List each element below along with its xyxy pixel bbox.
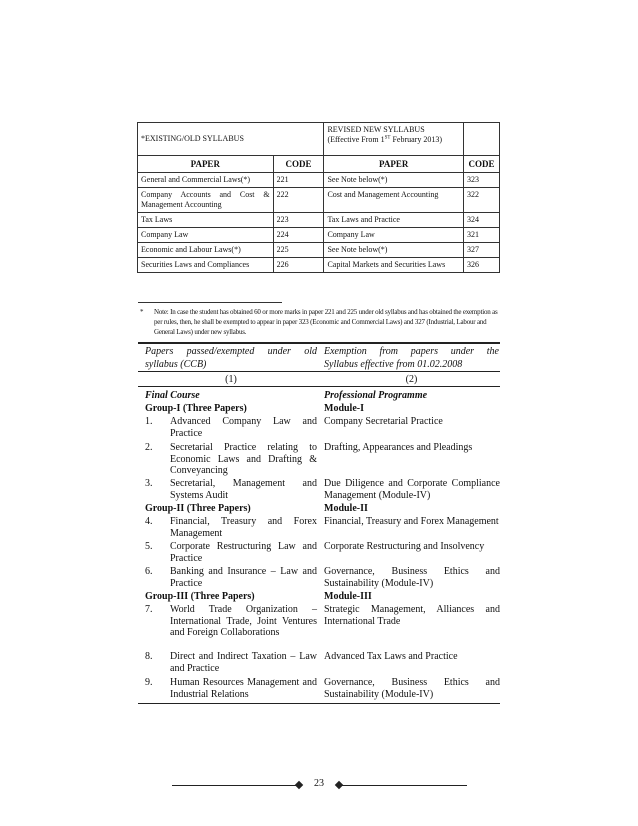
table-row: Company Accounts and Cost & Management Accounting 222 Cost and Management Accounting 322 <box>138 188 500 213</box>
header-old-syllabus: Papers passed/exempted under old syllabus (CCB) <box>145 346 317 370</box>
table-row: Economic and Labour Laws(*) 225 See Note below(*) 327 <box>138 243 500 258</box>
document-page: *EXISTING/OLD SYLLABUS REVISED NEW SYLLABUS (Effective From 1ST February 2013) PAPER CODE PAPER CODE General and Commercial Laws(*) 221 See Note below(*) 323 Company Accounts and Cost & Management Accounting 222 Cost and Management Accounting 322 Tax Laws 223 Tax Laws and Practice 324 Company Law 224 Company Law 321 Economic and Labour Laws(*) 225 See Note below(*) 327 Securities Laws and Compliances 226 Capital Markets and Securities Laws 326 * Note: In case the student has obtained 60 or more marks in paper 221 and 225 under old syllabus and has obtained the exemption as per rules, then, he shall be exempted to appear in paper 323 (Economic and Commercial Laws) and 327 (Industrial, Labour and General Laws) under new syllabus. Papers passed/exempted under old syllabus (CCB) Exemption from papers under the Syllabus effective from 01.02.2008 (1) (2) Final Course Professional Programme Group-I (Three Papers) Module-I 1. Advanced Company Law and Practice Company Secretarial Practice 2. Secretarial Practice relating to Economic Laws and Drafting & Conveyancing Drafting, Appearances and Pleadings 3. Secretarial, Management and Systems Audit Due Diligence and Corporate Compliance Management (Module-IV) Group-II (Three Papers) Module-II 4. Financial, Treasury and Forex Management Financial, Treasury and Forex Management 5. Corporate Restructuring Law and Practice Corporate Restructuring and Insolvency 6. Banking and Insurance – Law and Practice Governance, Business Ethics and Sustainability (Module-IV) Group-III (Three Papers) Module-III 7. World Trade Organization – International Trade, Joint Ventures and Foreign Collaborations Strategic Management, Alliances and International Trade 8. Direct and Indirect Taxation – Law and Practice Advanced Tax Laws and Practice 9. Human Resources Management and Industrial Relations Governance, Business Ethics and Sustainability (Module-IV) 23 <box>0 0 638 826</box>
module-title: Module-II <box>324 503 368 514</box>
header-exemption: Exemption from papers under the Syllabus effective from 01.02.2008 <box>324 346 499 370</box>
diamond-ornament-icon <box>295 781 303 789</box>
syllabus-mapping-table <box>137 122 500 273</box>
column-header: CODE <box>273 156 324 173</box>
column-number-rule <box>138 386 500 387</box>
table-row: Securities Laws and Compliances 226 Capital Markets and Securities Laws 326 <box>138 258 500 273</box>
group-title: Group-I (Three Papers) <box>145 403 247 414</box>
table-header-row <box>138 123 500 156</box>
table-top-rule <box>138 342 500 344</box>
footnote-marker: * <box>140 308 144 316</box>
old-syllabus-title: *EXISTING/OLD SYLLABUS <box>141 134 244 143</box>
professional-programme-label: Professional Programme <box>324 390 428 401</box>
group-title: Group-III (Three Papers) <box>145 591 255 602</box>
new-syllabus-title: REVISED NEW SYLLABUS (Effective From 1ST February 2013) <box>324 123 464 156</box>
table-row: General and Commercial Laws(*) 221 See Note below(*) 323 <box>138 173 500 188</box>
column-header: PAPER <box>138 156 274 173</box>
header-rule <box>138 371 500 372</box>
column-header: PAPER <box>324 156 464 173</box>
footer-line-right <box>341 785 467 786</box>
table-row: Tax Laws 223 Tax Laws and Practice 324 <box>138 213 500 228</box>
final-course-label: Final Course <box>145 390 200 401</box>
table-row: Company Law 224 Company Law 321 <box>138 228 500 243</box>
module-title: Module-III <box>324 591 372 602</box>
column-header-row <box>138 156 500 173</box>
column-number-right: (2) <box>405 374 418 385</box>
footnote-text: Note: In case the student has obtained 60 or more marks in paper 221 and 225 under old syllabus and has obtained the exemption as per rules, then, he shall be exempted to appear in paper 323 (Economic and Commercial Laws) and 327 (Industrial, Labour and General Laws) under new syllabus. <box>154 308 498 336</box>
footnote <box>140 307 501 337</box>
column-number-left: (1) <box>225 374 237 385</box>
column-header: CODE <box>464 156 500 173</box>
footnote-rule <box>138 302 282 303</box>
footer-line-left <box>172 785 298 786</box>
table-bottom-rule <box>138 703 500 704</box>
group-title: Group-II (Three Papers) <box>145 503 251 514</box>
page-number: 23 <box>314 778 324 789</box>
module-title: Module-I <box>324 403 364 414</box>
